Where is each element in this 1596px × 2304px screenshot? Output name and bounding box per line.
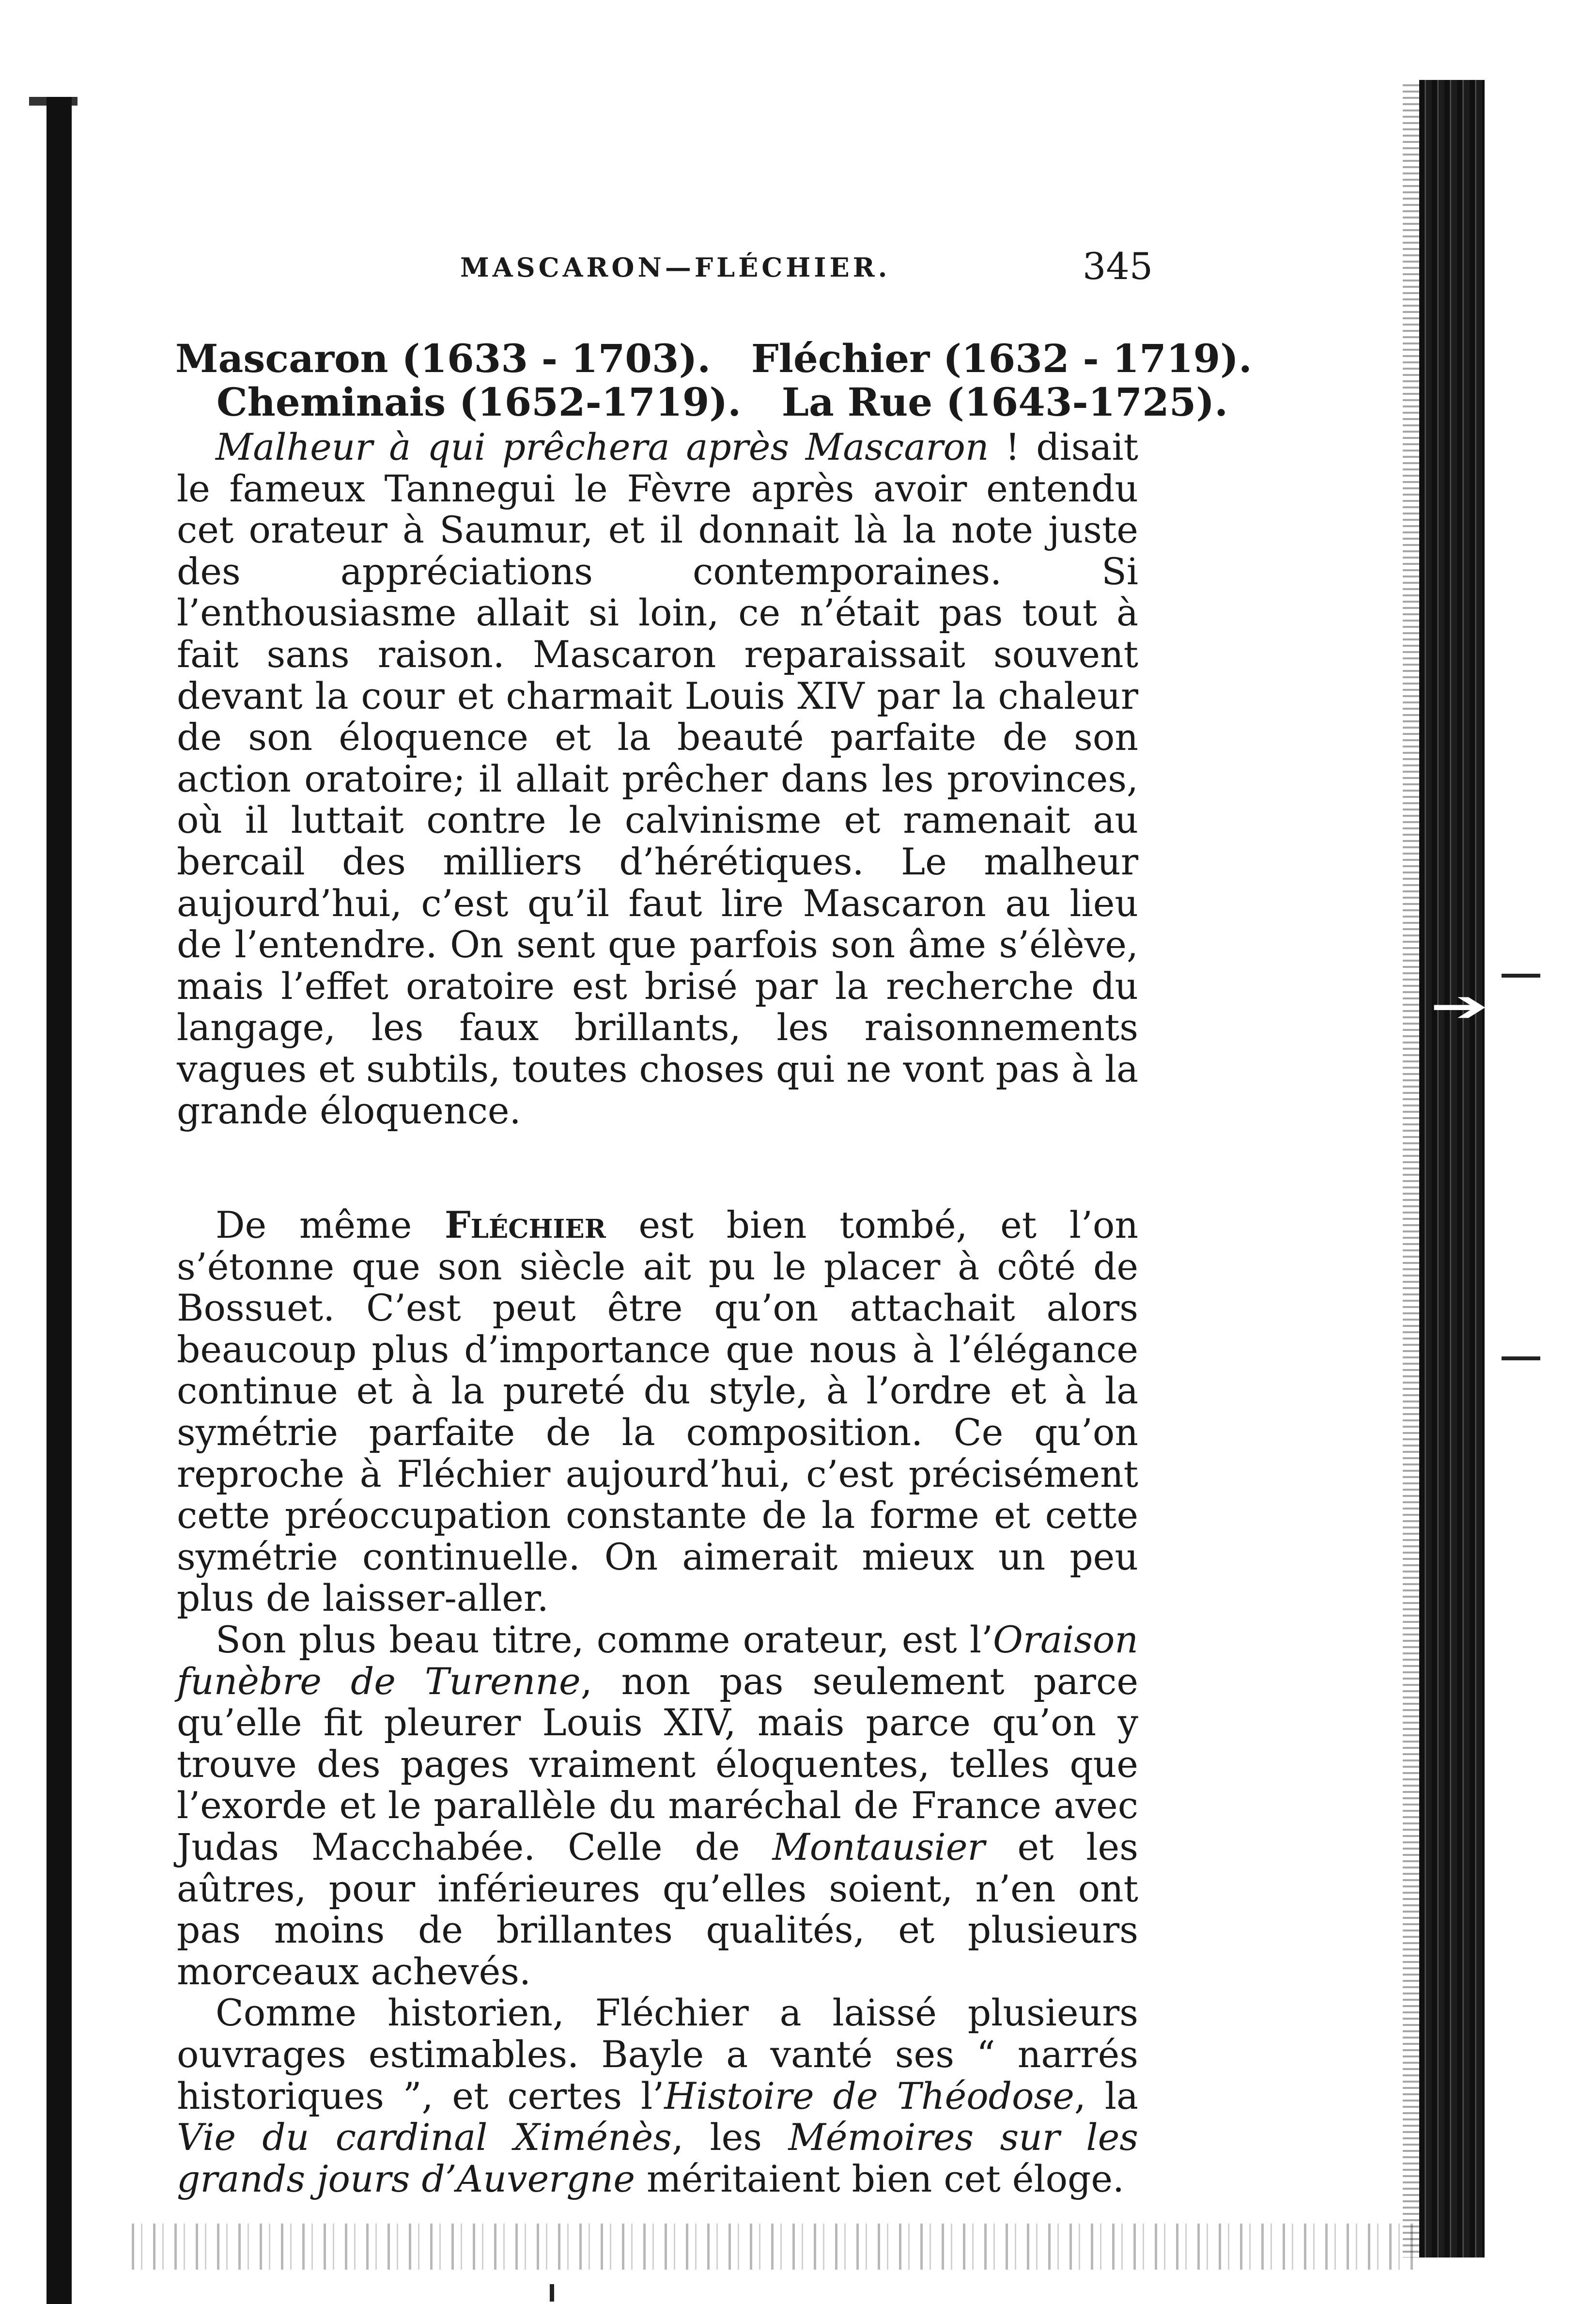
italic-quote: Malheur à qui prêchera après Mascaron — [216, 426, 989, 468]
paragraph-lead: De même — [216, 1204, 445, 1247]
heading-line-2 — [175, 380, 1241, 424]
paragraph-text: Comme historien, Fléchier a laissé plusieurs ouvrages estimables. Bayle a vanté ses “ narrés historiques ”, et certes l’ — [177, 1992, 1138, 2117]
heading-line-1 — [175, 336, 1252, 381]
left-binding-shadow — [46, 97, 72, 2304]
italic-title: Oraison funèbre de Turenne — [177, 1619, 1138, 1703]
heading-cheminais: Cheminais (1652-1719). — [217, 379, 742, 425]
italic-title: Montausier — [772, 1826, 985, 1868]
right-page-edge — [1419, 80, 1485, 2257]
heading-mascaron: Mascaron (1633 - 1703). — [175, 336, 711, 381]
paragraph-text: , non pas seulement parce qu’elle fit pleurer Louis XIV, mais parce qu’on y trouve des pages vraiment éloquentes, telles que l’exorde et le parallèle du maréchal de France avec Judas Macchabée. Celle de — [177, 1660, 1138, 1868]
scan-edge-mark — [1502, 1356, 1540, 1360]
section-heading — [175, 336, 1252, 425]
paragraph-oraison — [177, 1619, 1138, 1993]
heading-la-rue: La Rue (1643-1725). — [781, 379, 1228, 425]
paragraph-text: , les — [672, 2116, 789, 2159]
name-flechier: Fléchier — [444, 1203, 606, 1247]
paragraph-mascaron — [177, 427, 1138, 1132]
italic-title: Vie du cardinal Ximénès — [177, 2116, 672, 2159]
paragraph-flechier — [177, 1204, 1138, 1619]
page-number: 345 — [1083, 245, 1153, 288]
body-text — [177, 424, 1138, 2200]
italic-title: Mémoires sur les grands jours d’Auvergne — [177, 2116, 1138, 2200]
paragraph-historien — [177, 1993, 1138, 2200]
paragraph-text: , la — [1074, 2074, 1138, 2117]
arrow-icon: ➔ — [1430, 981, 1489, 1032]
italic-title: Histoire de Théodose — [664, 2074, 1074, 2117]
paragraph-text: méritaient bien cet éloge. — [635, 2157, 1125, 2200]
paragraph-text: Son plus beau titre, comme orateur, est l’ — [216, 1619, 993, 1662]
bottom-scan-noise — [121, 2224, 1419, 2270]
scan-edge-mark — [550, 2284, 554, 2302]
paragraph-text: ! disait le fameux Tannegui le Fèvre après avoir entendu cet orateur à Saumur, et il donnait là la note juste des appréciations contemporaines. Si l’enthousiasme allait si loin, ce n’était pas tout à fait sans raison. Mascaron reparaissait souvent devant la cour et charmait Louis XIV par la chaleur de son éloquence et la beauté parfaite de son action oratoire; il allait prêcher dans les provinces, où il luttait contre le calvinisme et ramenait au bercail des milliers d’hérétiques. Le malheur aujourd’hui, c’est qu’il faut lire Mascaron au lieu de l’entendre. On sent que parfois son âme s’élève, mais l’effet oratoire est brisé par la recherche du langage, les faux brillants, les raisonnements vagues et subtils, toutes choses qui ne vont pas à la grande éloquence. — [177, 426, 1138, 1132]
paragraph-text: et les aûtres, pour inférieures qu’elles soient, n’en ont pas moins de brillantes qualités, et plusieurs morceaux achevés. — [177, 1826, 1138, 1993]
paragraph-text: est bien tombé, et l’on s’étonne que son siècle ait pu le placer à côté de Bossuet. C’est peut être qu’on attachait alors beaucoup plus d’importance que nous à l’élégance continue et à la pureté du style, à l’ordre et à la symétrie parfaite de la composition. Ce qu’on reproche à Fléchier aujourd’hui, c’est précisément cette préoccupation constante de la forme et cette symétrie continuelle. On aimerait mieux un peu plus de laisser-aller. — [177, 1204, 1138, 1620]
heading-flechier: Fléchier (1632 - 1719). — [751, 336, 1252, 381]
running-head: MASCARON—FLÉCHIER. — [460, 252, 891, 283]
scan-edge-mark — [1502, 974, 1540, 978]
